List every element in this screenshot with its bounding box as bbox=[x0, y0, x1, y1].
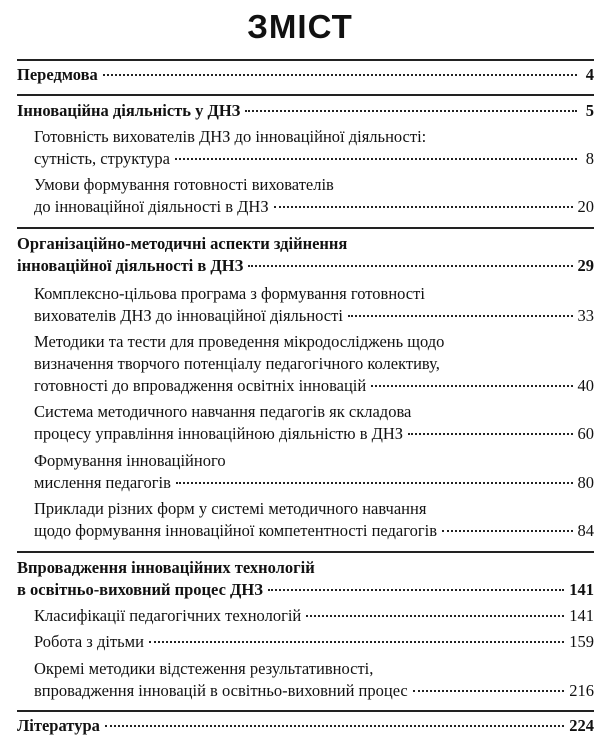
toc-page-number: 141 bbox=[569, 606, 594, 625]
dot-leader bbox=[268, 589, 564, 591]
dot-leader bbox=[105, 725, 564, 727]
divider bbox=[17, 59, 594, 61]
toc-entry-2-4[interactable] bbox=[34, 450, 594, 494]
toc-entry-3-2[interactable] bbox=[34, 631, 594, 653]
toc-entry-3-3[interactable] bbox=[34, 658, 594, 702]
toc-entry-title-line: процесу управління інноваційною діяльністю в ДНЗ bbox=[34, 424, 404, 443]
toc-page-number: 60 bbox=[577, 424, 594, 443]
toc-entry-title: Інноваційна діяльність у ДНЗ bbox=[17, 101, 241, 120]
toc-entry-1-1[interactable] bbox=[34, 126, 594, 170]
toc-page-number: 216 bbox=[569, 681, 594, 700]
toc-entry-title-line: впровадження інновацій в освітньо-виховний процес bbox=[34, 681, 408, 700]
toc-entry-title-line: Приклади різних форм у системі методичного навчання bbox=[34, 499, 427, 518]
toc-entry-title-line: Готовність вихователів ДНЗ до інноваційної діяльності: bbox=[34, 127, 427, 146]
toc-entry-title-line: готовності до впровадження освітніх інновацій bbox=[34, 376, 367, 395]
dot-leader bbox=[103, 74, 577, 76]
toc-entry-title-line: Методики та тести для проведення мікродосліджень щодо bbox=[34, 332, 445, 351]
dot-leader bbox=[348, 315, 573, 317]
divider bbox=[17, 551, 594, 553]
toc-page-number: 80 bbox=[577, 473, 594, 492]
toc-entry-title-line: визначення творчого потенціалу педагогічного колективу, bbox=[34, 354, 440, 373]
toc-page-number: 20 bbox=[577, 197, 594, 216]
page-title: ЗМІСТ bbox=[247, 8, 353, 45]
toc-entry-title: Література bbox=[17, 716, 100, 735]
toc-entry-title-line: до інноваційної діяльності в ДНЗ bbox=[34, 197, 269, 216]
dot-leader bbox=[176, 482, 573, 484]
divider bbox=[17, 94, 594, 96]
toc-entry-2-3[interactable] bbox=[34, 401, 594, 445]
toc-entry-title-line: сутність, структура bbox=[34, 149, 170, 168]
dot-leader bbox=[413, 690, 564, 692]
toc-entry-title-line: щодо формування інноваційної компетентності педагогів bbox=[34, 521, 438, 540]
toc-entry-preface[interactable] bbox=[17, 64, 594, 86]
toc-page-number: 33 bbox=[577, 306, 594, 325]
toc-page-number: 29 bbox=[577, 256, 594, 275]
toc-page-number: 4 bbox=[585, 65, 594, 84]
dot-leader bbox=[245, 110, 577, 112]
toc-page-number: 141 bbox=[569, 580, 594, 599]
toc-entry-3-1[interactable] bbox=[34, 605, 594, 627]
toc-entry-title: Робота з дітьми bbox=[34, 632, 144, 651]
toc-entry-title: Передмова bbox=[17, 65, 98, 84]
toc-entry-1-2[interactable] bbox=[34, 174, 594, 218]
toc-page-number: 84 bbox=[577, 521, 594, 540]
dot-leader bbox=[248, 265, 572, 267]
dot-leader bbox=[274, 206, 573, 208]
toc-entry-section-1[interactable] bbox=[17, 100, 594, 122]
toc-entry-title-line: мислення педагогів bbox=[34, 473, 171, 492]
divider bbox=[17, 227, 594, 229]
dot-leader bbox=[442, 530, 572, 532]
toc-entry-title-line: Система методичного навчання педагогів як складова bbox=[34, 402, 412, 421]
toc-entry-2-2[interactable] bbox=[34, 331, 594, 397]
toc-entry-literature[interactable] bbox=[17, 715, 594, 737]
toc-entry-section-3[interactable] bbox=[17, 557, 594, 601]
toc-page-number: 224 bbox=[569, 716, 594, 735]
toc-entry-title-line: Формування інноваційного bbox=[34, 451, 226, 470]
toc-entry-title-line: Комплексно-цільова програма з формування готовності bbox=[34, 284, 425, 303]
toc-page-number: 159 bbox=[569, 632, 594, 651]
toc-entry-title-line: Організаційно-методичні аспекти здійнення bbox=[17, 234, 348, 253]
toc-entry-title-line: в освітньо-виховний процес ДНЗ bbox=[17, 580, 263, 599]
toc-entry-title-line: Впровадження інноваційних технологій bbox=[17, 558, 315, 577]
dot-leader bbox=[371, 385, 572, 387]
toc-entry-section-2[interactable] bbox=[17, 233, 594, 277]
dot-leader bbox=[175, 158, 577, 160]
toc-page-number: 40 bbox=[577, 376, 594, 395]
dot-leader bbox=[149, 641, 564, 643]
divider bbox=[17, 710, 594, 712]
toc-entry-title-line: Окремі методики відстеження результативності, bbox=[34, 659, 374, 678]
toc-entry-2-1[interactable] bbox=[34, 283, 594, 327]
toc-entry-title-line: вихователів ДНЗ до інноваційної діяльності bbox=[34, 306, 343, 325]
toc-page-number: 8 bbox=[585, 149, 594, 168]
toc-entry-title-line: Умови формування готовності вихователів bbox=[34, 175, 334, 194]
toc-entry-2-5[interactable] bbox=[34, 498, 594, 542]
dot-leader bbox=[306, 615, 564, 617]
toc-entry-title-line: інноваційної діяльності в ДНЗ bbox=[17, 256, 244, 275]
dot-leader bbox=[408, 433, 572, 435]
toc-page-number: 5 bbox=[585, 101, 594, 120]
toc-entry-title: Класифікації педагогічних технологій bbox=[34, 606, 302, 625]
